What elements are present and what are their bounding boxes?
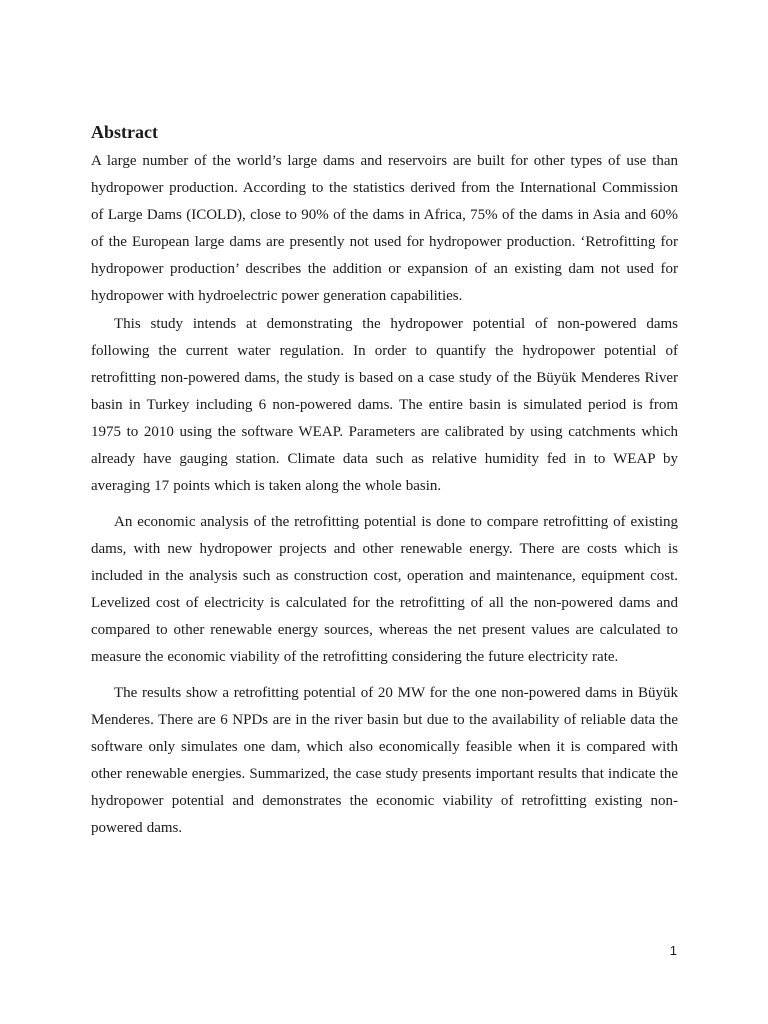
abstract-paragraph-2: This study intends at demonstrating the hydropower potential of non-powered dams following the current water regulation. In order to quantify the hydropower potential of retrofitting non-powered dams, the study is based on a case study of the Büyük Menderes River basin in Turkey including 6 non-powered dams. The entire basin is simulated period is from 1975 to 2010 using the software WEAP. Parameters are calibrated by using catchments which already have gauging station. Climate data such as relative humidity fed in to WEAP by averaging 17 points which is taken along the whole basin. bbox=[91, 316, 678, 494]
abstract-paragraph-1: A large number of the world’s large dams and reservoirs are built for other types of use than hydropower production. According to the statistics derived from the International Commission of Large Dams (ICOLD), close to 90% of the dams in Africa, 75% of the dams in Asia and 60% of the European large dams are presently not used for hydropower production. ‘Retrofitting for hydropower production’ describes the addition or expansion of an existing dam not used for hydropower with hydroelectric power generation capabilities. bbox=[91, 153, 678, 304]
abstract-paragraph-4: The results show a retrofitting potential of 20 MW for the one non-powered dams in Büyük Menderes. There are 6 NPDs are in the river basin but due to the availability of reliable data the software only simulates one dam, which also economically feasible when it is compared with other renewable energies. Summarized, the case study presents important results that indicate the hydropower potential and demonstrates the economic viability of retrofitting existing non-powered dams. bbox=[91, 685, 678, 836]
page-number: 1 bbox=[669, 943, 677, 958]
abstract-heading: Abstract bbox=[91, 122, 158, 142]
abstract-paragraph-3: An economic analysis of the retrofitting potential is done to compare retrofitting of existing dams, with new hydropower projects and other renewable energy. There are costs which is included in the analysis such as construction cost, operation and maintenance, equipment cost. Levelized cost of electricity is calculated for the retrofitting of all the non-powered dams and compared to other renewable energy sources, whereas the net present values are calculated to measure the economic viability of the retrofitting considering the future electricity rate. bbox=[91, 514, 678, 665]
